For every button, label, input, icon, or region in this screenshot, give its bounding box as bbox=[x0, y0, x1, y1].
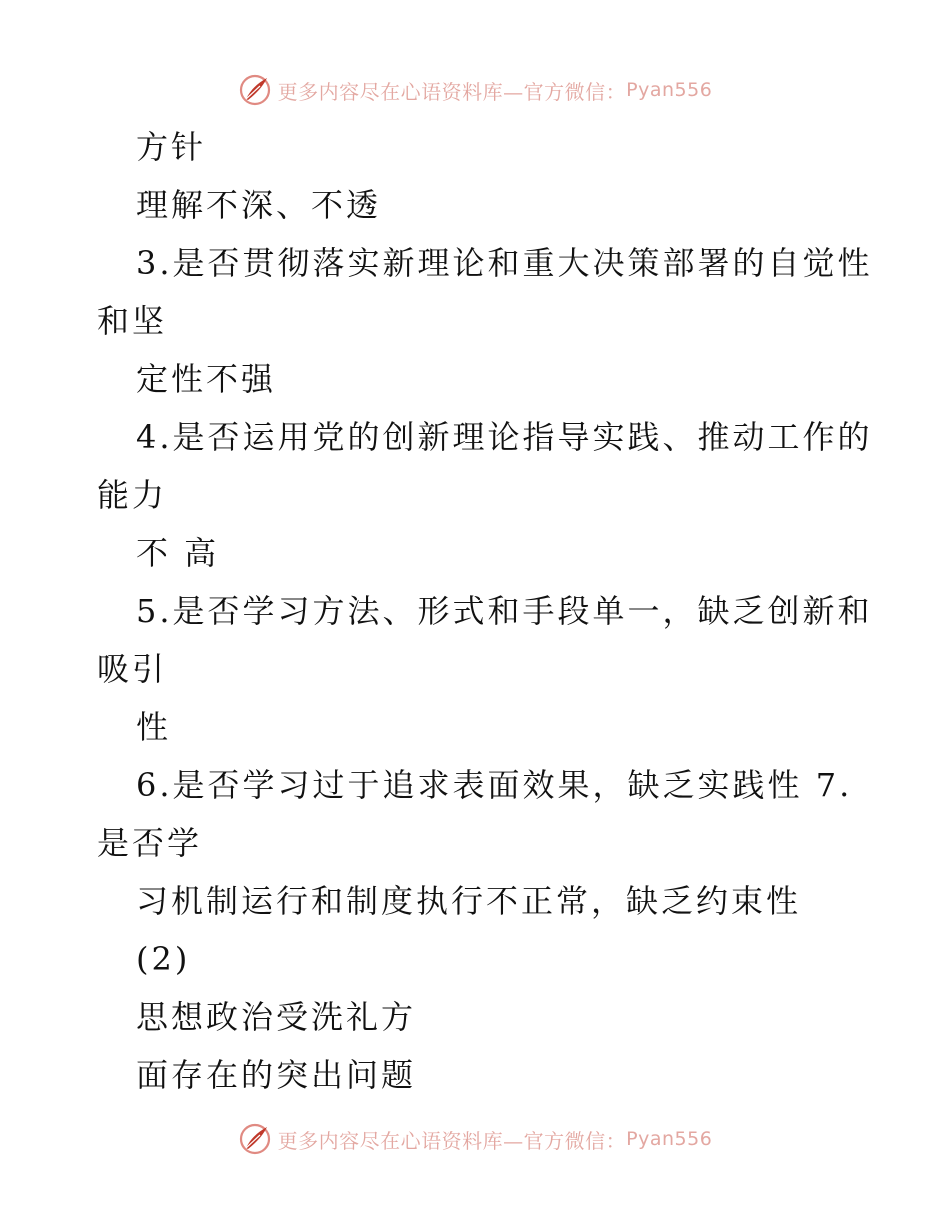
feather-pen-logo-icon bbox=[238, 1122, 272, 1156]
text-line: 性 bbox=[136, 708, 172, 746]
text-line: 4.是否运用党的创新理论指导实践、推动工作的 bbox=[136, 418, 873, 456]
header-banner-text: 更多内容尽在心语资料库—官方微信： bbox=[277, 79, 627, 104]
footer-watermark-banner bbox=[0, 1119, 950, 1159]
header-banner-id: Pyan556 bbox=[626, 79, 713, 101]
text-line: 不 高 bbox=[136, 534, 220, 572]
text-line: 是否学 bbox=[97, 824, 203, 862]
text-line: 6.是否学习过于追求表面效果，缺乏实践性 7. bbox=[136, 766, 853, 804]
text-line: 5.是否学习方法、形式和手段单一，缺乏创新和 bbox=[136, 592, 873, 630]
footer-banner-text: 更多内容尽在心语资料库—官方微信： bbox=[277, 1128, 627, 1153]
feather-pen-logo-icon bbox=[238, 73, 272, 107]
text-line: 定性不强 bbox=[136, 360, 277, 398]
header-watermark-banner bbox=[0, 70, 950, 110]
text-line: 能力 bbox=[97, 476, 168, 514]
text-line: 理解不深、不透 bbox=[136, 186, 382, 224]
text-line: 吸引 bbox=[97, 650, 168, 688]
text-line: (2) bbox=[136, 940, 191, 978]
text-line: 方针 bbox=[136, 128, 207, 166]
text-line: 3.是否贯彻落实新理论和重大决策部署的自觉性 bbox=[136, 244, 873, 282]
footer-banner-id: Pyan556 bbox=[626, 1128, 713, 1150]
text-line: 面存在的突出问题 bbox=[136, 1056, 417, 1094]
text-line: 和坚 bbox=[97, 302, 168, 340]
text-line: 思想政治受洗礼方 bbox=[136, 998, 417, 1036]
text-line: 习机制运行和制度执行不正常，缺乏约束性 bbox=[136, 882, 802, 920]
